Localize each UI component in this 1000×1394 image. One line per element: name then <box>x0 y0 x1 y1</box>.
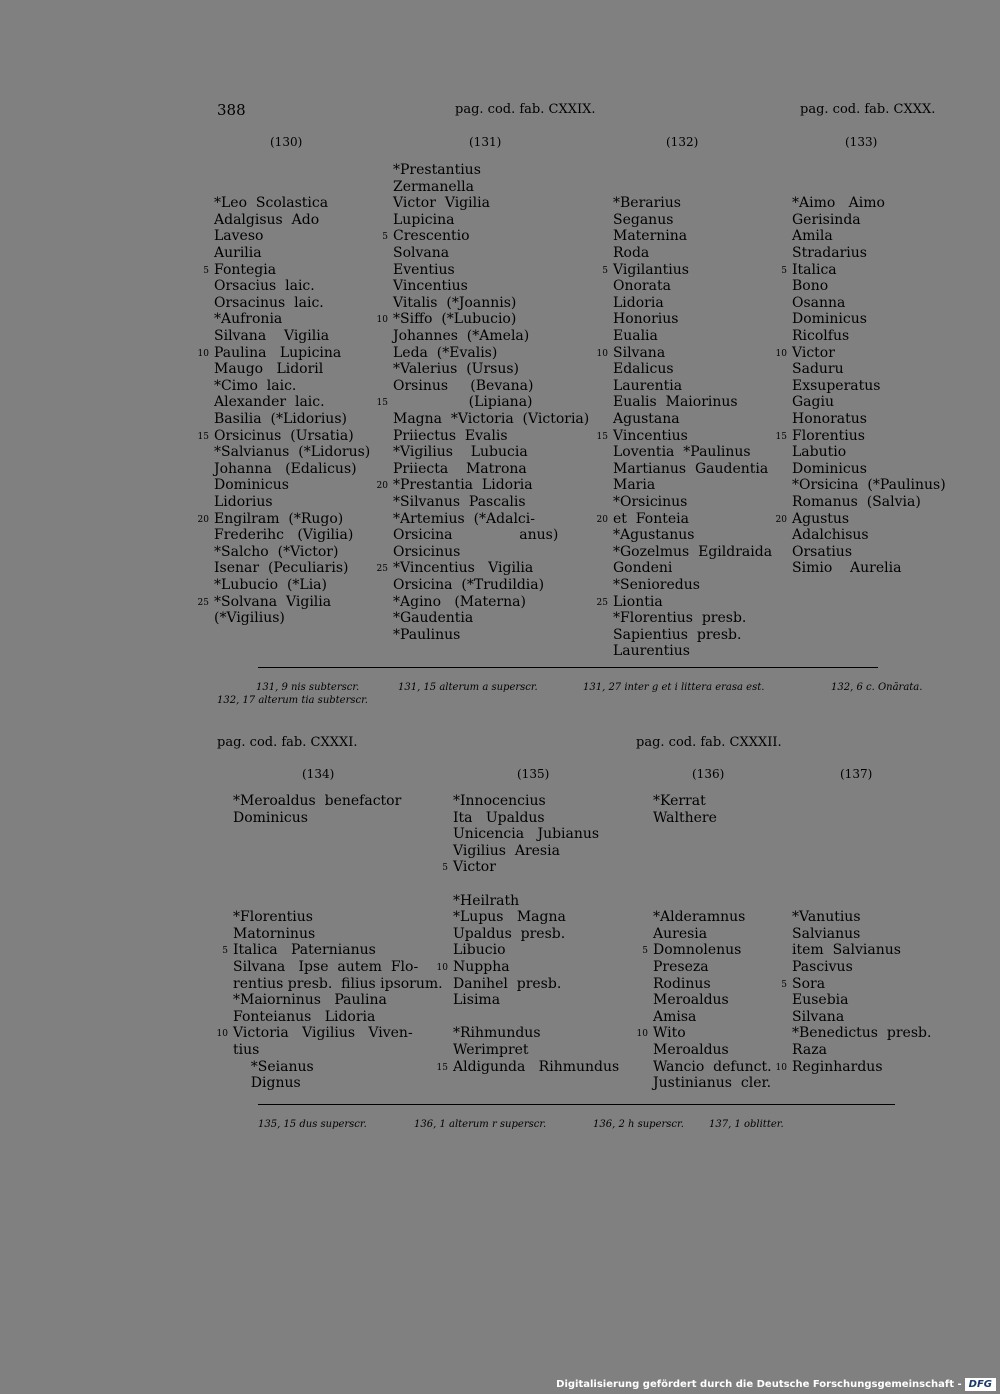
name-entry: Laurentius <box>613 643 690 660</box>
column-number-136: (136) <box>692 767 725 781</box>
name-entry: tius <box>233 1042 260 1058</box>
name-entry: Upaldus presb. <box>453 925 566 942</box>
name-entry: Osanna <box>792 294 846 311</box>
line-number: 15 <box>436 1062 448 1073</box>
name-entry: *Vanutius <box>792 909 861 926</box>
name-entry: *Cimo laic. <box>214 377 297 394</box>
name-entry: Alexander laic. <box>214 394 325 411</box>
name-entry: *Berarius <box>613 195 681 212</box>
funding-text: Digitalisierung gefördert durch die Deutsche Forschungsgemeinschaft - <box>556 1379 962 1390</box>
name-entry: Silvana Vigilia <box>214 328 330 344</box>
line-number: 5 <box>781 979 787 990</box>
name-entry: Dominicus <box>233 809 308 826</box>
line-number: 20 <box>376 481 388 492</box>
top-header-left: pag. cod. fab. CXXIX. <box>455 102 596 117</box>
column-number-135: (135) <box>517 767 550 781</box>
name-entry: Meroaldus <box>653 1042 729 1058</box>
name-entry: Unicencia Jubianus <box>453 826 600 843</box>
name-entry: *Orsicina (*Paulinus) <box>792 477 946 494</box>
line-number: 15 <box>376 398 388 409</box>
line-number: 20 <box>596 514 608 525</box>
name-entry: Domnolenus <box>653 942 742 959</box>
name-entry: Frederihc (Vigilia) <box>214 527 354 544</box>
name-entry: Preseza <box>653 959 709 975</box>
name-entry: *Aimo Aimo <box>792 195 885 212</box>
name-entry: Silvana <box>613 344 666 361</box>
line-number: 20 <box>197 514 209 525</box>
name-entry: Crescentio <box>393 228 470 245</box>
footnote-136-1: 136, 1 alterum r superscr. <box>414 1119 547 1130</box>
name-entry: *Florentius <box>233 909 313 926</box>
name-entry: Lidoria <box>613 294 664 311</box>
name-entry: Saduru <box>792 361 844 378</box>
name-entry: Maria <box>613 477 656 494</box>
name-entry: *Kerrat <box>653 793 706 809</box>
line-number: 15 <box>596 431 608 442</box>
name-entry: *Prestantius <box>393 162 481 178</box>
name-entry: Eualia <box>613 328 658 344</box>
name-entry: Fontegia <box>214 261 277 278</box>
footnote-132-6: 132, 6 c. Onărata. <box>831 682 923 693</box>
name-entry: *Vincentius Vigilia <box>393 560 534 577</box>
name-entry: Lidorius <box>214 494 273 510</box>
name-entry: Werimpret <box>453 1042 529 1058</box>
name-entry: *Seianus <box>233 1058 314 1075</box>
name-entry: Italica <box>792 261 837 278</box>
name-entry: *Benedictus presb. <box>792 1025 932 1042</box>
name-entry: *Agustanus <box>613 527 695 544</box>
name-entry: Dominicus <box>792 460 867 477</box>
line-number: 15 <box>775 431 787 442</box>
name-entry: (*Vigilius) <box>214 610 285 627</box>
name-entry: Gondeni <box>613 560 673 577</box>
line-number: 10 <box>775 348 787 359</box>
column-number-131: (131) <box>469 135 502 149</box>
name-entry: Orsinus (Bevana) <box>393 377 534 394</box>
bottom-header-right: pag. cod. fab. CXXXII. <box>636 735 782 750</box>
name-entry: *Agino (Materna) <box>393 593 526 610</box>
name-entry: Maugo Lidoril <box>214 361 324 378</box>
name-entry: Paulina Lupicina <box>214 344 342 361</box>
line-number: 5 <box>442 863 448 874</box>
name-entry: Martianus Gaudentia <box>613 460 769 477</box>
footnote-132-17: 132, 17 alterum tia subterscr. <box>217 695 368 706</box>
name-entry: Loventia *Paulinus <box>613 444 751 461</box>
name-entry: Victor <box>453 859 496 876</box>
name-entry: Liontia <box>613 593 663 610</box>
name-entry: Vitalis (*Joannis) <box>393 294 517 311</box>
name-entry: Ricolfus <box>792 328 850 344</box>
line-number: 20 <box>775 514 787 525</box>
name-entry: *Florentius presb. <box>613 610 747 627</box>
name-entry: Wito <box>653 1025 686 1042</box>
footnote-rule-bottom <box>258 1104 895 1105</box>
column-number-137: (137) <box>840 767 873 781</box>
name-entry: Orsacius laic. <box>214 278 315 295</box>
footnote-135-15: 135, 15 dus superscr. <box>258 1119 367 1130</box>
name-entry: *Innocencius <box>453 793 546 809</box>
name-entry: et Fonteia <box>613 510 689 527</box>
name-entry: Adalgisus Ado <box>214 211 320 228</box>
name-entry: Vincentius <box>393 278 468 295</box>
name-entry: Eventius <box>393 261 455 278</box>
name-entry: Orsicina anus) <box>393 527 559 544</box>
name-entry: Laveso <box>214 228 264 245</box>
name-entry: *Heilrath <box>453 892 520 909</box>
name-entry: *Lubucio (*Lia) <box>214 577 327 593</box>
name-entry: Florentius <box>792 427 865 444</box>
name-entry: Maternina <box>613 228 688 245</box>
name-entry: Agustus <box>792 510 850 527</box>
name-entry: Sora <box>792 975 826 992</box>
name-entry: Simio Aurelia <box>792 560 902 577</box>
name-entry: Danihel presb. <box>453 975 562 992</box>
name-entry: Basilia (*Lidorius) <box>214 411 347 427</box>
name-entry: Vincentius <box>613 427 688 444</box>
page-number: 388 <box>217 101 246 119</box>
name-entry: *Paulinus <box>393 626 461 643</box>
name-entry: Honoratus <box>792 411 867 427</box>
name-entry: Lupicina <box>393 211 455 228</box>
name-entry: Dominicus <box>214 477 289 494</box>
name-entry: Matorninus <box>233 925 316 942</box>
name-entry: Dominicus <box>792 311 867 328</box>
line-number: 10 <box>636 1029 648 1040</box>
name-entry: Pascivus <box>792 959 853 975</box>
name-entry: *Leo Scolastica <box>214 195 329 212</box>
name-entry: *Salvianus (*Lidorus) <box>214 444 371 461</box>
line-number: 5 <box>382 232 388 243</box>
name-entry: *Gozelmus Egildraida <box>613 543 773 560</box>
name-entry: Orsicina (*Trudildia) <box>393 577 545 593</box>
line-number: 10 <box>596 348 608 359</box>
column-number-132: (132) <box>666 135 699 149</box>
line-number: 10 <box>197 348 209 359</box>
name-entry: Priiectus Evalis <box>393 427 508 444</box>
name-entry: *Artemius (*Adalci- <box>393 510 535 527</box>
name-entry: Fonteianus Lidoria <box>233 1008 376 1025</box>
name-entry: Raza <box>792 1042 827 1058</box>
column-number-133: (133) <box>845 135 878 149</box>
name-entry: Victor <box>792 344 835 361</box>
name-entry: *Alderamnus <box>653 909 746 926</box>
footnote-131-9: 131, 9 nis subterscr. <box>256 682 360 693</box>
name-entry: Wancio defunct. <box>653 1058 772 1075</box>
name-entry: Sapientius presb. <box>613 626 742 643</box>
line-number: 25 <box>596 597 608 608</box>
name-entry: Roda <box>613 245 650 261</box>
name-entry: Silvana Ipse autem Flo- <box>233 959 419 975</box>
name-entry: *Solvana Vigilia <box>214 593 332 610</box>
name-entry: Victoria Vigilius Viven- <box>233 1025 413 1042</box>
name-entry: Labutio <box>792 444 847 461</box>
line-number: 10 <box>775 1062 787 1073</box>
name-entry: Leda (*Evalis) <box>393 344 498 361</box>
name-entry: rentius presb. filius ipsorum. <box>233 975 443 992</box>
name-entry: Vigilantius <box>613 261 689 278</box>
name-entry: Orsacinus laic. <box>214 294 324 311</box>
name-entry: Eualis Maiorinus <box>613 394 738 411</box>
name-entry: *Valerius (Ursus) <box>393 361 520 378</box>
line-number: 5 <box>781 265 787 276</box>
footnote-136-2: 136, 2 h superscr. <box>593 1119 684 1130</box>
line-number: 10 <box>436 963 448 973</box>
line-number: 10 <box>376 315 388 326</box>
name-entry: Johanna (Edalicus) <box>214 460 357 477</box>
name-entry: (Lipiana) <box>393 394 533 411</box>
name-entry: Exsuperatus <box>792 377 881 394</box>
name-entry: *Siffo (*Lubucio) <box>393 311 517 328</box>
name-entry: Priiecta Matrona <box>393 460 527 477</box>
name-entry: Adalchisus <box>792 527 869 544</box>
name-entry: *Orsicinus <box>613 494 688 510</box>
name-entry: *Silvanus Pascalis <box>393 494 526 510</box>
footnote-137-1: 137, 1 oblitter. <box>709 1119 784 1130</box>
name-entry: Justinianus cler. <box>653 1075 772 1092</box>
line-number: 5 <box>203 265 209 276</box>
name-entry: Bono <box>792 278 829 295</box>
name-entry: *Prestantia Lidoria <box>393 477 533 494</box>
name-entry: *Vigilius Lubucia <box>393 444 528 461</box>
bottom-header-left: pag. cod. fab. CXXXI. <box>217 735 358 750</box>
name-entry: Seganus <box>613 211 674 228</box>
footnote-rule-top <box>258 667 878 668</box>
name-entry: Victor Vigilia <box>393 195 490 212</box>
name-entry: Solvana <box>393 245 450 261</box>
name-entry: Zermanella <box>393 178 474 195</box>
line-number: 5 <box>602 265 608 276</box>
name-entry: Reginhardus <box>792 1058 883 1075</box>
name-entry: Orsicinus (Ursatia) <box>214 427 354 444</box>
line-number: 15 <box>197 431 209 442</box>
column-number-130: (130) <box>270 135 303 149</box>
name-entry: Nuppha <box>453 959 510 975</box>
name-entry: *Salcho (*Victor) <box>214 543 339 560</box>
name-entry: Johannes (*Amela) <box>393 328 530 344</box>
name-entry: Isenar (Peculiaris) <box>214 560 349 577</box>
name-entry: Meroaldus <box>653 992 729 1009</box>
footnote-131-27: 131, 27 inter g et i littera erasa est. <box>583 682 765 693</box>
name-entry: *Lupus Magna <box>453 909 566 926</box>
name-entry: Rodinus <box>653 975 711 992</box>
name-entry: Romanus (Salvia) <box>792 494 921 510</box>
name-entry: Amisa <box>653 1008 697 1025</box>
name-entry: Gerisinda <box>792 211 861 228</box>
name-entry: Agustana <box>613 411 680 427</box>
name-entry: *Maiorninus Paulina <box>233 992 387 1009</box>
name-entry: Orsicinus <box>393 543 461 560</box>
name-entry: Auresia <box>653 925 708 942</box>
name-entry: Walthere <box>653 809 717 826</box>
name-entry: *Rihmundus <box>453 1025 541 1042</box>
name-entry: Honorius <box>613 311 679 328</box>
name-entry: Vigilius Aresia <box>453 842 560 859</box>
name-entry: Dignus <box>233 1075 301 1092</box>
name-entry: item Salvianus <box>792 942 901 959</box>
name-entry: Magna *Victoria (Victoria) <box>393 411 590 427</box>
top-header-right: pag. cod. fab. CXXX. <box>800 102 936 117</box>
dfg-logo: DFG <box>965 1378 996 1391</box>
line-number: 5 <box>222 946 228 957</box>
name-entry: Salvianus <box>792 925 861 942</box>
line-number: 10 <box>216 1029 228 1040</box>
name-entry: Onorata <box>613 278 671 295</box>
name-entry: *Senioredus <box>613 577 700 593</box>
name-entry: *Meroaldus benefactor <box>233 793 402 809</box>
name-entry: *Gaudentia <box>393 610 474 627</box>
name-entry: Silvana <box>792 1008 845 1025</box>
name-entry: Aldigunda Rihmundus <box>453 1058 620 1075</box>
name-entry: *Aufronia <box>214 311 283 328</box>
name-entry: Aurilia <box>214 245 262 261</box>
name-entry: Gagiu <box>792 394 834 411</box>
name-entry: Eusebia <box>792 992 849 1009</box>
name-entry: Orsatius <box>792 543 853 560</box>
line-number: 5 <box>642 946 648 957</box>
name-entry: Italica Paternianus <box>233 942 376 959</box>
name-entry: Stradarius <box>792 245 867 261</box>
name-entry: Laurentia <box>613 377 683 394</box>
footnote-131-15: 131, 15 alterum a superscr. <box>398 682 538 693</box>
name-entry: Lisima <box>453 992 501 1009</box>
name-entry: Edalicus <box>613 361 674 378</box>
column-number-134: (134) <box>302 767 335 781</box>
name-entry: Libucio <box>453 942 506 959</box>
funding-footer <box>556 1378 996 1391</box>
name-entry: Engilram (*Rugo) <box>214 510 344 527</box>
name-entry: Ita Upaldus <box>453 809 545 826</box>
line-number: 25 <box>376 564 388 575</box>
name-entry: Amila <box>792 228 833 245</box>
line-number: 25 <box>197 597 209 608</box>
